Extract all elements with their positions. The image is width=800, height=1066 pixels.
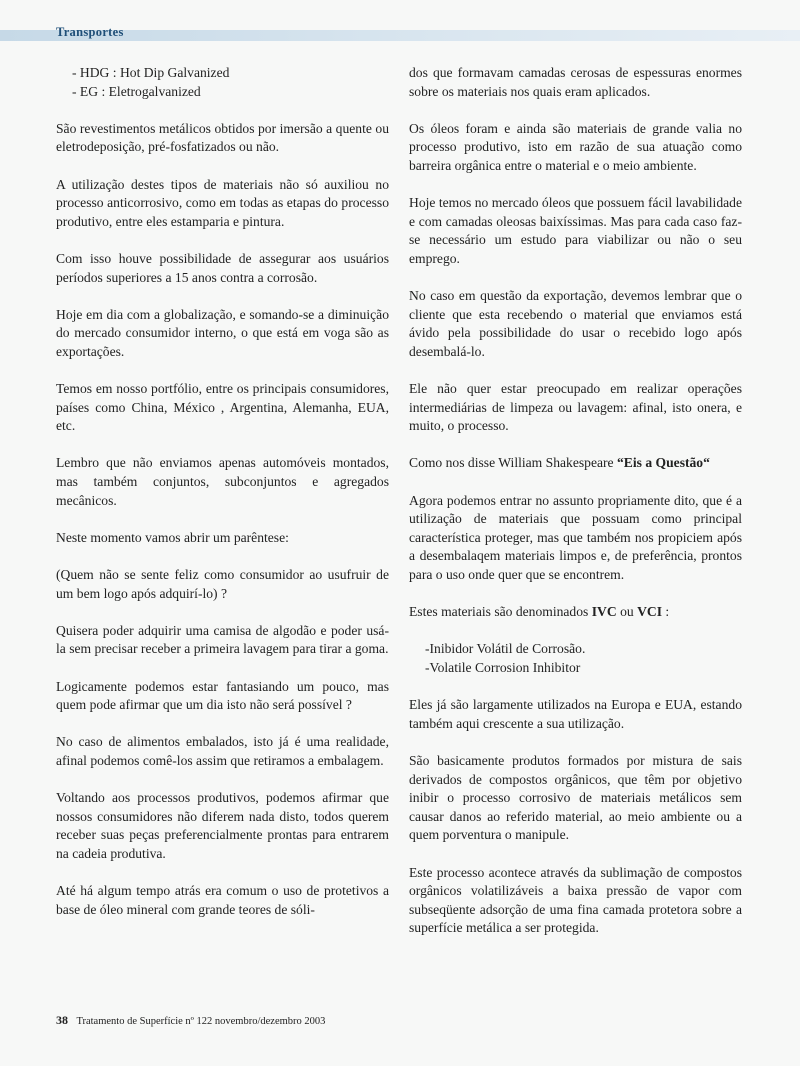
quote-bold: “Eis a Questão“ [617, 455, 710, 471]
paragraph: Este processo acontece através da sublimação de compostos orgânicos volatilizáveis a baixa pressão de vapor com subseqüente adsorção de uma fina camada protetora sobre a superfície metálica a ser protegida. [409, 864, 742, 936]
paragraph: Eles já são largamente utilizados na Europa e EUA, estando também aqui crescente a sua utilização. [409, 697, 742, 731]
ivc-prefix: Estes materiais são denominados [409, 604, 592, 620]
paragraph: Voltando aos processos produtivos, podemos afirmar que nossos consumidores não diferem nada disto, todos querem receber suas peças preferencialmente prontas para entrarem na cadeia produtiva. [56, 790, 389, 861]
paragraph: dos que formavam camadas cerosas de espessuras enormes sobre os materiais nos quais eram aplicados. [409, 65, 742, 99]
paragraph: Até há algum tempo atrás era comum o uso de protetivos a base de óleo mineral com grande teores de sóli- [56, 883, 389, 917]
quote-paragraph [409, 454, 742, 473]
paragraph: No caso de alimentos embalados, isto já é uma realidade, afinal podemos comê-los assim que retiramos a embalagem. [56, 734, 389, 768]
left-column [56, 64, 389, 938]
paragraph: Com isso houve possibilidade de assegurar aos usuários períodos superiores a 15 anos contra a corrosão. [56, 250, 389, 285]
paragraph: São basicamente produtos formados por mistura de sais derivados de compostos orgânicos, que têm por objetivo inibir o processo corrosivo de materiais metálicos sem causar danos ao referido material, ao meio ambiente ou a quem porventura o manipule. [409, 752, 742, 843]
paragraph: Lembro que não enviamos apenas automóveis montados, mas também conjuntos, subconjuntos e agregados mecânicos. [56, 455, 389, 508]
vci-term: VCI [637, 604, 662, 620]
footer-text: Tratamento de Superfície nº 122 novembro/dezembro 2003 [76, 1016, 326, 1027]
list-item: -Inibidor Volátil de Corrosão. [425, 641, 586, 657]
paragraph: Hoje em dia com a globalização, e somando-se a diminuição do mercado consumidor interno, o que está em voga são as exportações. [56, 306, 389, 359]
inhibitor-list [409, 640, 742, 677]
section-title: Transportes [56, 25, 124, 39]
paragraph: Ele não quer estar preocupado em realizar operações intermediárias de limpeza ou lavagem: afinal, isto onera, e muito, o processo. [409, 381, 742, 434]
paragraph: No caso em questão da exportação, devemos lembrar que o cliente que esta recebendo o material que enviamos está ávido pela possibilidade do usar o recebido logo após desembalá-lo. [409, 288, 742, 359]
paragraph: Neste momento vamos abrir um parêntese: [56, 529, 289, 545]
paragraph: Agora podemos entrar no assunto propriamente dito, que é a utilização de materiais que possuam como principal característica proteger, mas que também nos propiciem após a desembalaqem materiais limpos e, de preferência, prontos para o uso onde quer que se encontrem. [409, 492, 742, 583]
or-text: ou [616, 604, 638, 620]
list-item: - EG : Eletrogalvanized [72, 83, 201, 99]
quote-prefix: Como nos disse William Shakespeare [409, 455, 617, 471]
colon-text: : [662, 604, 670, 620]
coating-list [56, 64, 389, 101]
paragraph: Hoje temos no mercado óleos que possuem fácil lavabilidade e com camadas oleosas baixíssimas. Mas para cada caso faz-se necessário um estudo para viabilizar ou não o seu emprego. [409, 195, 742, 266]
page-number: 38 [56, 1013, 68, 1027]
list-item: -Volatile Corrosion Inhibitor [425, 660, 581, 675]
paragraph [409, 603, 742, 622]
paragraph: (Quem não se sente feliz como consumidor ao usufruir de um bem logo após adquirí-lo) ? [56, 567, 389, 601]
paragraph: Quisera poder adquirir uma camisa de algodão e poder usá-la sem precisar receber a primeira lavagem para tirar a goma. [56, 622, 389, 657]
ivc-term: IVC [591, 604, 617, 620]
right-column [409, 64, 742, 957]
paragraph: Temos em nosso portfólio, entre os principais consumidores, países como China, México , Argentina, Alemanha, EUA, etc. [56, 381, 389, 434]
list-item: - HDG : Hot Dip Galvanized [72, 65, 230, 80]
footer [56, 1013, 325, 1028]
paragraph: Logicamente podemos estar fantasiando um pouco, mas quem pode afirmar que um dia isto não será possível ? [56, 678, 389, 713]
paragraph: São revestimentos metálicos obtidos por imersão a quente ou eletrodeposição, pré-fosfatizados ou não. [56, 120, 389, 155]
paragraph: Os óleos foram e ainda são materiais de grande valia no processo produtivo, isto em razão de sua atuação como barreira orgânica entre o material e o meio ambiente. [409, 120, 742, 173]
paragraph: A utilização destes tipos de materiais não só auxiliou no processo anticorrosivo, como em todas as etapas do processo produtivo, entre eles estamparia e pintura. [56, 176, 389, 229]
